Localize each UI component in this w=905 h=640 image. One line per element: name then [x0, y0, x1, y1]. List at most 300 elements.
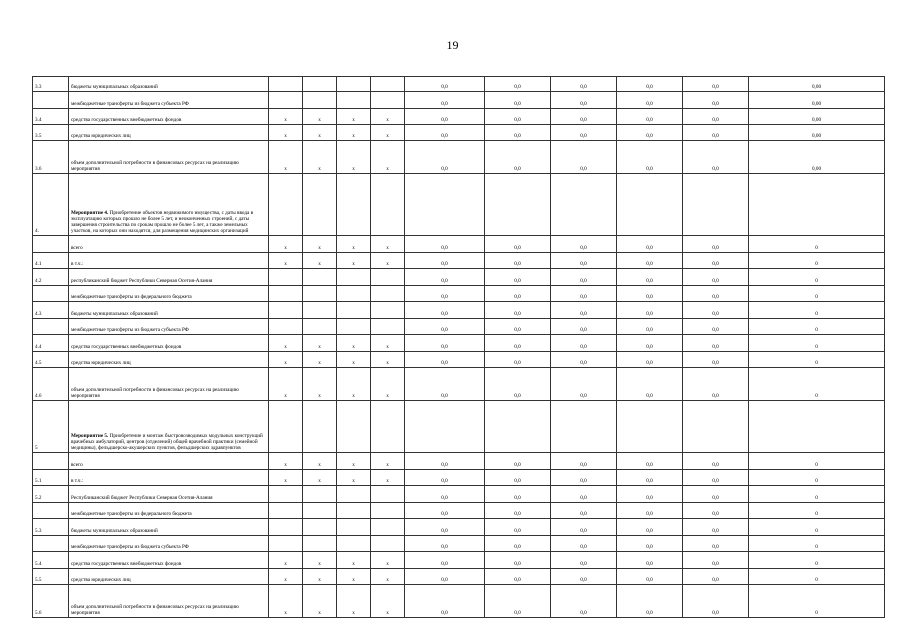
mark-cell: х [269, 335, 303, 352]
row-description: Республиканский бюджет Республики Северная Осетия-Алания [69, 486, 269, 503]
value-cell: 0 [749, 503, 885, 519]
table-row [33, 335, 885, 352]
mark-cell: х [303, 368, 337, 401]
mark-cell [337, 519, 371, 536]
value-cell: 0,0 [485, 470, 551, 486]
table-row [33, 453, 885, 470]
table-row [33, 470, 885, 486]
mark-cell: х [269, 368, 303, 401]
row-number: 3.3 [33, 77, 69, 92]
row-description: средства юридических лиц [69, 352, 269, 368]
row-description: средства юридических лиц [69, 125, 269, 141]
value-cell: 0,0 [551, 335, 617, 352]
value-cell: 0 [749, 368, 885, 401]
mark-cell: х [371, 253, 405, 269]
mark-cell [303, 286, 337, 302]
row-number [33, 319, 69, 335]
mark-cell: х [337, 470, 371, 486]
value-cell: 0,0 [617, 486, 683, 503]
mark-cell: х [269, 552, 303, 569]
row-number: 5 [33, 401, 69, 453]
mark-cell [371, 286, 405, 302]
mark-cell: х [371, 141, 405, 174]
mark-cell: х [371, 585, 405, 618]
value-cell: 0,0 [683, 253, 749, 269]
mark-cell: х [371, 236, 405, 253]
value-cell: 0,0 [405, 253, 485, 269]
value-cell: 0,0 [405, 552, 485, 569]
value-cell: 0,0 [683, 77, 749, 92]
row-description: Мероприятие 5. Приобретение и монтаж быстровозводимых модульных конструкций врачебных амбулаторий, центров (отделений) общей врачебной практики (семейной медицины), фельдшерско-акушерских пунктов, фельдшерских здравпунктов [69, 401, 269, 453]
mark-cell [269, 519, 303, 536]
mark-cell [337, 269, 371, 286]
value-cell: 0,0 [683, 503, 749, 519]
value-cell: 0,0 [683, 453, 749, 470]
value-cell: 0,0 [485, 92, 551, 109]
mark-cell: х [337, 335, 371, 352]
mark-cell [303, 77, 337, 92]
value-cell: 0,0 [551, 286, 617, 302]
row-description: средства государственных внебюджетных фондов [69, 335, 269, 352]
value-cell: 0,0 [551, 352, 617, 368]
value-cell: 0,0 [551, 253, 617, 269]
value-cell: 0,0 [485, 368, 551, 401]
mark-cell: х [303, 125, 337, 141]
table-row [33, 174, 885, 236]
mark-cell [269, 536, 303, 552]
value-cell: 0,0 [617, 141, 683, 174]
value-cell: 0,0 [485, 552, 551, 569]
row-number: 3.6 [33, 141, 69, 174]
mark-cell [303, 486, 337, 503]
table-row [33, 269, 885, 286]
mark-cell [303, 302, 337, 319]
mark-cell [337, 286, 371, 302]
mark-cell: х [337, 236, 371, 253]
value-cell: 0 [749, 269, 885, 286]
value-cell: 0,0 [617, 519, 683, 536]
value-cell: 0,0 [617, 109, 683, 125]
table-row [33, 319, 885, 335]
value-cell: 0,0 [551, 141, 617, 174]
table-row [33, 569, 885, 585]
value-cell: 0,0 [485, 302, 551, 319]
value-cell: 0,0 [683, 552, 749, 569]
value-cell [683, 401, 749, 453]
mark-cell: х [337, 552, 371, 569]
row-description: бюджеты муниципальных образований [69, 302, 269, 319]
row-description: в т.ч.: [69, 253, 269, 269]
financing-table [32, 76, 885, 618]
value-cell: 0,0 [405, 77, 485, 92]
row-number: 4.3 [33, 302, 69, 319]
mark-cell: х [303, 335, 337, 352]
mark-cell: х [371, 335, 405, 352]
mark-cell: х [337, 352, 371, 368]
row-number: 4. [33, 174, 69, 236]
mark-cell [337, 174, 371, 236]
value-cell: 0,0 [617, 77, 683, 92]
mark-cell [269, 77, 303, 92]
value-cell: 0,0 [551, 569, 617, 585]
value-cell [617, 401, 683, 453]
mark-cell [337, 319, 371, 335]
mark-cell [371, 92, 405, 109]
value-cell: 0,0 [485, 286, 551, 302]
mark-cell: х [337, 253, 371, 269]
table-row [33, 401, 885, 453]
table-row [33, 286, 885, 302]
value-cell: 0 [749, 302, 885, 319]
mark-cell: х [371, 352, 405, 368]
value-cell: 0,0 [485, 453, 551, 470]
value-cell: 0 [749, 519, 885, 536]
value-cell: 0,00 [749, 92, 885, 109]
value-cell: 0,0 [405, 536, 485, 552]
value-cell [405, 174, 485, 236]
value-cell: 0,00 [749, 77, 885, 92]
mark-cell: х [269, 470, 303, 486]
value-cell: 0,0 [683, 368, 749, 401]
value-cell: 0,0 [551, 552, 617, 569]
value-cell: 0,0 [683, 335, 749, 352]
value-cell: 0,0 [683, 125, 749, 141]
row-description: в т.ч.: [69, 470, 269, 486]
value-cell: 0,0 [617, 536, 683, 552]
table-row [33, 368, 885, 401]
mark-cell: х [337, 109, 371, 125]
value-cell: 0,0 [405, 585, 485, 618]
table-row [33, 141, 885, 174]
value-cell [749, 401, 885, 453]
table-row [33, 486, 885, 503]
value-cell: 0,00 [749, 125, 885, 141]
mark-cell [371, 302, 405, 319]
mark-cell: х [303, 109, 337, 125]
value-cell [485, 174, 551, 236]
value-cell: 0,0 [683, 569, 749, 585]
mark-cell [269, 174, 303, 236]
mark-cell: х [303, 470, 337, 486]
value-cell: 0,0 [551, 236, 617, 253]
mark-cell [303, 269, 337, 286]
mark-cell [303, 401, 337, 453]
value-cell: 0,0 [485, 77, 551, 92]
row-description: всего [69, 236, 269, 253]
value-cell: 0,0 [617, 335, 683, 352]
value-cell: 0,0 [683, 319, 749, 335]
mark-cell: х [303, 352, 337, 368]
value-cell: 0,0 [485, 236, 551, 253]
value-cell: 0,0 [617, 453, 683, 470]
mark-cell: х [303, 236, 337, 253]
value-cell: 0,0 [485, 141, 551, 174]
value-cell: 0,0 [405, 352, 485, 368]
mark-cell: х [269, 585, 303, 618]
value-cell: 0 [749, 536, 885, 552]
row-number: 4.6 [33, 368, 69, 401]
value-cell: 0,0 [485, 109, 551, 125]
row-number [33, 92, 69, 109]
mark-cell [269, 503, 303, 519]
row-number: 5.1 [33, 470, 69, 486]
row-description: средства государственных внебюджетных фондов [69, 109, 269, 125]
value-cell [551, 174, 617, 236]
mark-cell: х [371, 453, 405, 470]
value-cell: 0,0 [405, 319, 485, 335]
table-row [33, 519, 885, 536]
row-description: межбюджетные трансферты из бюджета субъекта РФ [69, 536, 269, 552]
row-description: межбюджетные трансферты из бюджета субъекта РФ [69, 319, 269, 335]
row-description: объем дополнительной потребности в финансовых ресурсах на реализацию мероприятия [69, 141, 269, 174]
mark-cell [371, 519, 405, 536]
value-cell: 0,0 [683, 141, 749, 174]
value-cell: 0,0 [617, 569, 683, 585]
value-cell: 0,0 [485, 536, 551, 552]
row-description: Мероприятие 4. Приобретение объектов недвижимого имущества, с даты ввода в эксплуатацию которых прошло не более 5 лет, и неоконченных строений, с даты завершения строительства по срокам прошло не более 5 лет, а также земельных участков, на которых они находятся, для размещения медицинских организаций [69, 174, 269, 236]
mark-cell [371, 536, 405, 552]
row-number: 4.5 [33, 352, 69, 368]
row-number [33, 536, 69, 552]
value-cell: 0 [749, 236, 885, 253]
mark-cell: х [337, 141, 371, 174]
value-cell: 0,0 [683, 486, 749, 503]
measure-title: Мероприятие 4. [71, 210, 110, 216]
value-cell: 0 [749, 486, 885, 503]
value-cell: 0 [749, 253, 885, 269]
value-cell: 0,0 [617, 286, 683, 302]
row-number: 5.2 [33, 486, 69, 503]
row-number: 5.5 [33, 569, 69, 585]
value-cell: 0,0 [551, 519, 617, 536]
value-cell: 0,0 [551, 453, 617, 470]
row-description: межбюджетные трансферты из федерального бюджета [69, 286, 269, 302]
value-cell: 0,0 [617, 503, 683, 519]
mark-cell [371, 269, 405, 286]
value-cell: 0,0 [617, 470, 683, 486]
value-cell [405, 401, 485, 453]
mark-cell: х [371, 109, 405, 125]
row-description: средства юридических лиц [69, 569, 269, 585]
mark-cell [269, 92, 303, 109]
mark-cell [269, 401, 303, 453]
value-cell [485, 401, 551, 453]
value-cell: 0,0 [551, 319, 617, 335]
value-cell: 0,0 [485, 519, 551, 536]
measure-title: Мероприятие 5. [71, 433, 110, 439]
row-description: бюджеты муниципальных образований [69, 77, 269, 92]
value-cell: 0,0 [551, 269, 617, 286]
mark-cell [371, 486, 405, 503]
row-number: 5.6 [33, 585, 69, 618]
mark-cell [337, 503, 371, 519]
value-cell: 0,00 [749, 109, 885, 125]
mark-cell [303, 503, 337, 519]
mark-cell: х [303, 453, 337, 470]
mark-cell: х [337, 453, 371, 470]
mark-cell [303, 174, 337, 236]
value-cell: 0,0 [683, 585, 749, 618]
mark-cell: х [371, 569, 405, 585]
table-row [33, 552, 885, 569]
value-cell: 0,0 [551, 585, 617, 618]
row-number: 4.4 [33, 335, 69, 352]
mark-cell [303, 536, 337, 552]
value-cell: 0,0 [485, 503, 551, 519]
table-row [33, 125, 885, 141]
row-description: межбюджетные трансферты из бюджета субъекта РФ [69, 92, 269, 109]
value-cell: 0,0 [485, 352, 551, 368]
table-row [33, 536, 885, 552]
mark-cell: х [269, 109, 303, 125]
value-cell: 0,0 [617, 236, 683, 253]
table-row [33, 352, 885, 368]
mark-cell [269, 269, 303, 286]
row-description: объем дополнительной потребности в финансовых ресурсах на реализацию мероприятия [69, 585, 269, 618]
table-row [33, 503, 885, 519]
mark-cell [337, 302, 371, 319]
value-cell: 0,0 [405, 92, 485, 109]
mark-cell [303, 319, 337, 335]
table-row [33, 77, 885, 92]
value-cell [749, 174, 885, 236]
value-cell: 0,0 [683, 236, 749, 253]
mark-cell [371, 401, 405, 453]
mark-cell [269, 319, 303, 335]
value-cell: 0 [749, 552, 885, 569]
mark-cell: х [303, 253, 337, 269]
mark-cell: х [303, 585, 337, 618]
value-cell: 0,0 [551, 302, 617, 319]
row-number: 4.2 [33, 269, 69, 286]
value-cell: 0,0 [617, 552, 683, 569]
value-cell: 0 [749, 470, 885, 486]
mark-cell: х [337, 125, 371, 141]
value-cell: 0 [749, 352, 885, 368]
value-cell: 0,0 [683, 536, 749, 552]
row-number: 3.4 [33, 109, 69, 125]
row-number [33, 286, 69, 302]
value-cell: 0,0 [485, 569, 551, 585]
row-number: 3.5 [33, 125, 69, 141]
value-cell: 0,0 [683, 352, 749, 368]
value-cell: 0,0 [485, 319, 551, 335]
row-description: всего [69, 453, 269, 470]
value-cell: 0,0 [617, 302, 683, 319]
value-cell: 0,0 [683, 519, 749, 536]
value-cell: 0,0 [683, 302, 749, 319]
mark-cell [371, 77, 405, 92]
row-description: межбюджетные трансферты из федерального бюджета [69, 503, 269, 519]
value-cell: 0,0 [405, 519, 485, 536]
value-cell: 0,0 [683, 109, 749, 125]
page-number: 19 [446, 38, 459, 52]
mark-cell [337, 486, 371, 503]
mark-cell [371, 319, 405, 335]
row-description: республиканский бюджет Республики Северная Осетия-Алания [69, 269, 269, 286]
value-cell [551, 401, 617, 453]
mark-cell: х [303, 569, 337, 585]
mark-cell [371, 174, 405, 236]
value-cell: 0,0 [551, 368, 617, 401]
mark-cell: х [269, 453, 303, 470]
mark-cell [303, 92, 337, 109]
value-cell: 0,0 [551, 125, 617, 141]
value-cell: 0,0 [551, 109, 617, 125]
value-cell: 0,0 [405, 486, 485, 503]
value-cell: 0 [749, 319, 885, 335]
mark-cell: х [269, 125, 303, 141]
mark-cell: х [337, 585, 371, 618]
mark-cell [269, 302, 303, 319]
value-cell: 0,00 [749, 141, 885, 174]
table-row [33, 585, 885, 618]
value-cell: 0,0 [405, 109, 485, 125]
value-cell: 0,0 [405, 125, 485, 141]
value-cell: 0,0 [405, 453, 485, 470]
value-cell: 0,0 [551, 77, 617, 92]
mark-cell [337, 401, 371, 453]
table-row [33, 253, 885, 269]
value-cell: 0,0 [617, 585, 683, 618]
mark-cell: х [371, 470, 405, 486]
table-row [33, 236, 885, 253]
value-cell: 0,0 [405, 302, 485, 319]
value-cell: 0 [749, 569, 885, 585]
value-cell: 0,0 [683, 470, 749, 486]
mark-cell: х [303, 552, 337, 569]
value-cell [683, 174, 749, 236]
mark-cell: х [371, 368, 405, 401]
mark-cell [371, 503, 405, 519]
value-cell: 0,0 [485, 486, 551, 503]
mark-cell: х [269, 253, 303, 269]
value-cell: 0,0 [551, 486, 617, 503]
value-cell: 0,0 [405, 503, 485, 519]
mark-cell [269, 486, 303, 503]
value-cell: 0,0 [405, 236, 485, 253]
value-cell: 0,0 [485, 335, 551, 352]
value-cell: 0,0 [683, 92, 749, 109]
row-number: 4.1 [33, 253, 69, 269]
mark-cell: х [269, 352, 303, 368]
value-cell: 0,0 [405, 269, 485, 286]
row-description: бюджеты муниципальных образований [69, 519, 269, 536]
row-number [33, 236, 69, 253]
value-cell: 0,0 [617, 92, 683, 109]
mark-cell [337, 536, 371, 552]
mark-cell: х [371, 552, 405, 569]
mark-cell: х [269, 236, 303, 253]
row-number [33, 503, 69, 519]
value-cell: 0 [749, 453, 885, 470]
mark-cell [303, 519, 337, 536]
value-cell: 0,0 [485, 269, 551, 286]
value-cell: 0,0 [551, 470, 617, 486]
value-cell: 0,0 [551, 92, 617, 109]
value-cell: 0,0 [405, 470, 485, 486]
row-description: средства государственных внебюджетных фондов [69, 552, 269, 569]
value-cell: 0,0 [617, 125, 683, 141]
value-cell: 0 [749, 585, 885, 618]
mark-cell: х [269, 141, 303, 174]
value-cell: 0,0 [405, 368, 485, 401]
value-cell: 0,0 [617, 352, 683, 368]
value-cell: 0,0 [551, 536, 617, 552]
value-cell: 0,0 [405, 286, 485, 302]
table-row [33, 109, 885, 125]
mark-cell [269, 286, 303, 302]
